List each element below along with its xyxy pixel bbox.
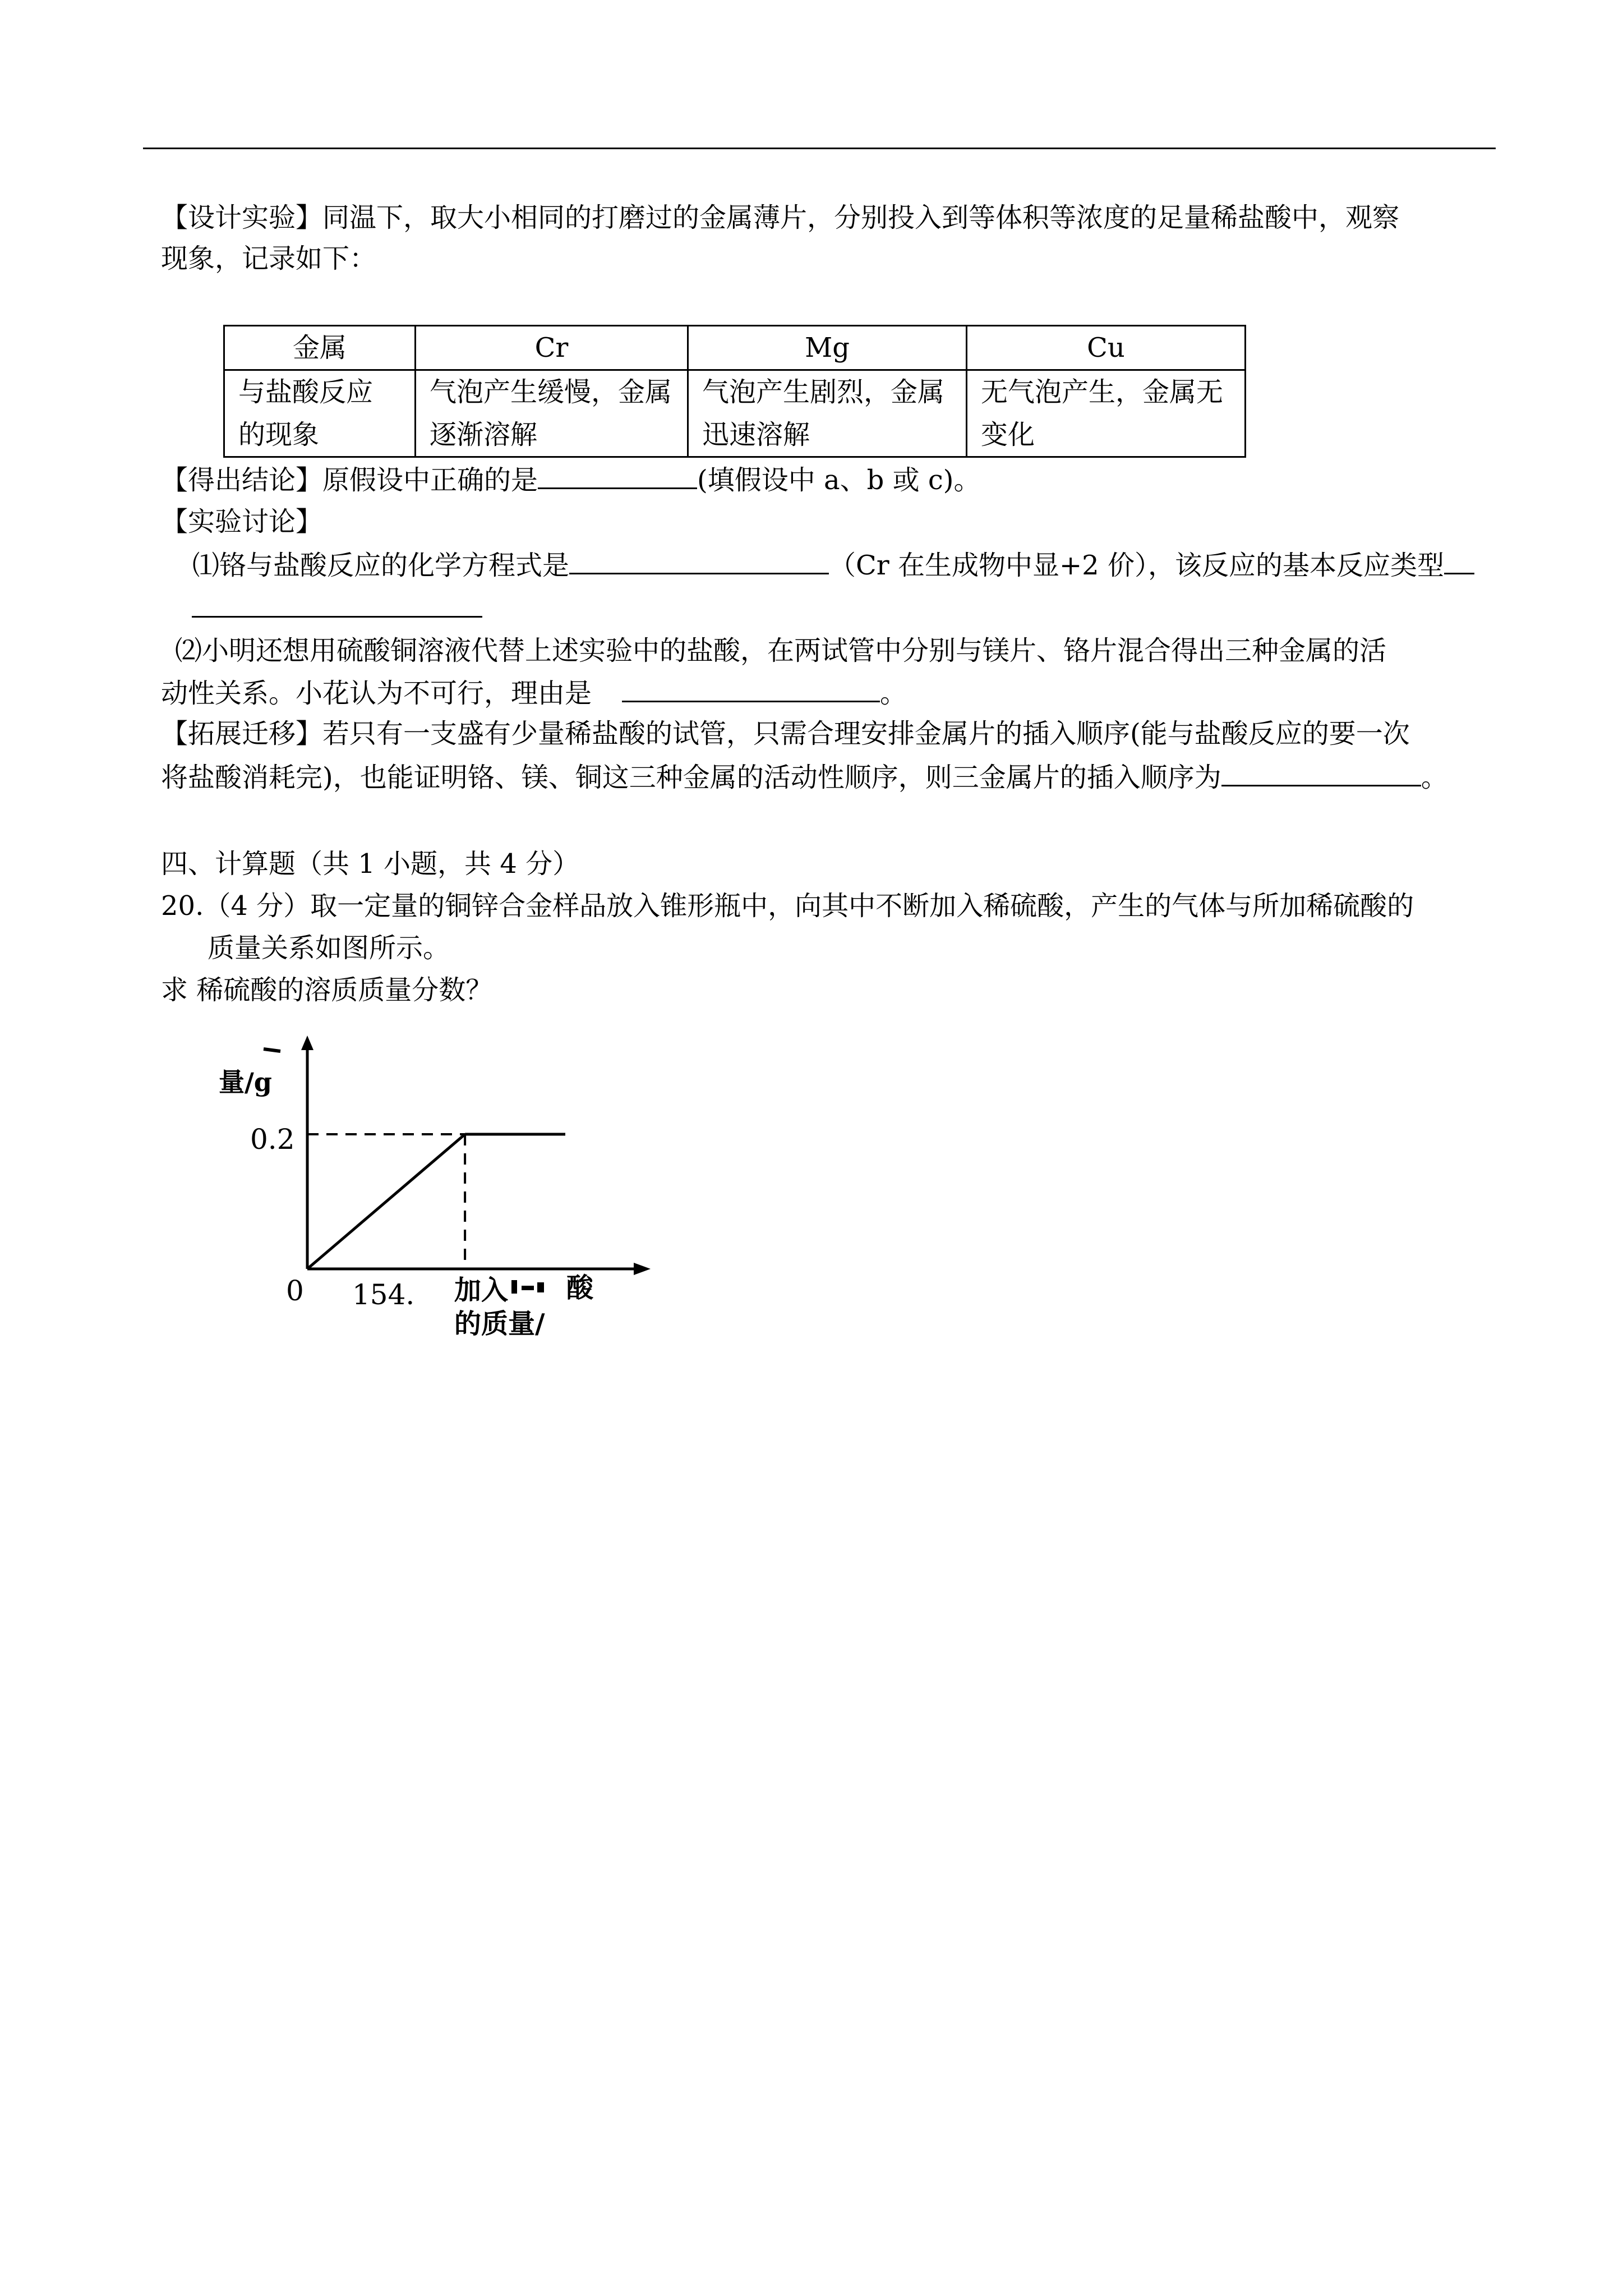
discussion-q2-line-2: 动性关系。小花认为不可行，理由是 。 (161, 675, 907, 710)
y-label-fragment (264, 1049, 280, 1051)
table-header-cr: Cr (416, 326, 688, 370)
table-header-cu: Cu (967, 326, 1246, 370)
table-header-mg: Mg (688, 326, 967, 370)
y-axis-label: 量/g (219, 1067, 272, 1097)
table-cell-cu: 无气泡产生，金属无 变化 (967, 370, 1246, 457)
question-20-line-1: 20.（4 分）取一定量的铜锌合金样品放入锥形瓶中，向其中不断加入稀硫酸，产生的气体与所加稀硫酸的 (161, 890, 1414, 922)
question-20-ask: 求 稀硫酸的溶质质量分数？ (161, 974, 493, 1006)
x-axis-label-line-2: 的质量/ (454, 1308, 545, 1340)
design-line-1: 【设计实验】同温下，取大小相同的打磨过的金属薄片，分别投入到等体积等浓度的足量稀盐酸中，观察 (161, 202, 1400, 233)
y-tick-label: 0.2 (250, 1123, 295, 1156)
design-line-2: 现象，记录如下： (161, 243, 377, 274)
x-axis-label-line-1: 加入 (454, 1274, 509, 1306)
table-row-label: 与盐酸反应 的现象 (224, 370, 416, 457)
question-20-line-2: 质量关系如图所示。 (208, 932, 450, 964)
extension-line-2: 将盐酸消耗完)，也能证明铬、镁、铜这三种金属的活动性顺序，则三金属片的插入顺序为 。 (161, 759, 1448, 794)
discussion-q2-line-1: ⑵小明还想用硫酸铜溶液代替上述实验中的盐酸，在两试管中分别与镁片、铬片混合得出三种金属的活 (175, 635, 1387, 666)
discussion-title: 【实验讨论】 (161, 506, 323, 537)
table-header-metal: 金属 (224, 326, 416, 370)
y-axis-arrow (301, 1036, 313, 1050)
extension-line-1: 【拓展迁移】若只有一支盛有少量稀盐酸的试管，只需合理安排金属片的插入顺序(能与盐酸反应的要一次 (161, 718, 1410, 749)
table-cell-cr: 气泡产生缓慢，金属 逐渐溶解 (416, 370, 688, 457)
conclusion-line: 【得出结论】原假设中正确的是 (填假设中 a、b 或 c)。 (161, 462, 980, 497)
x-axis-arrow (634, 1263, 651, 1275)
x-axis-label-end: 酸 (566, 1272, 594, 1304)
section-heading: 四、计算题（共 1 小题，共 4 分） (161, 848, 580, 880)
origin-label: 0 (286, 1274, 304, 1307)
discussion-q1: ⑴铬与盐酸反应的化学方程式是 （Cr 在生成物中显+2 价），该反应的基本反应类型 (192, 547, 1474, 582)
x-label-smudge (511, 1280, 544, 1294)
plot-layer (307, 1134, 565, 1269)
series-segment (307, 1134, 465, 1269)
table-cell-mg: 气泡产生剧烈，金属 迅速溶解 (688, 370, 967, 457)
x-tick-label: 154. (352, 1278, 415, 1311)
